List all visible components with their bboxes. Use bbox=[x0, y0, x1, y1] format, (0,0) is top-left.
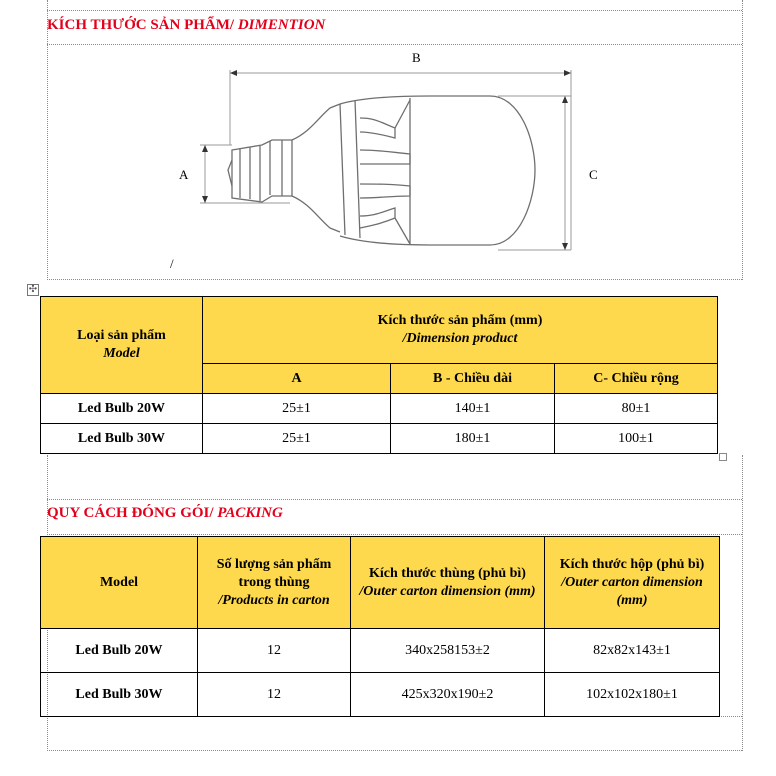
dimension-c-label: C bbox=[589, 167, 598, 182]
cell-outer: 340x258153±2 bbox=[351, 629, 545, 673]
dotted-line bbox=[47, 750, 742, 751]
model-header-cell bbox=[41, 297, 203, 394]
cell-qty: 12 bbox=[198, 673, 351, 717]
outer-header-vi: Kích thước thùng (phủ bì) bbox=[369, 565, 526, 581]
dimension-b-label: B bbox=[412, 50, 421, 65]
dimension-table bbox=[40, 296, 718, 454]
stray-mark: / bbox=[170, 256, 174, 271]
row-model: Led Bulb 20W bbox=[41, 394, 203, 424]
packing-section-title bbox=[47, 505, 283, 522]
dimension-group-header-en: /Dimension product bbox=[402, 331, 518, 346]
row-model: Led Bulb 30W bbox=[41, 424, 203, 454]
cell-box: 102x102x180±1 bbox=[545, 673, 720, 717]
cell-b: 140±1 bbox=[391, 394, 555, 424]
dimension-group-header-vi: Kích thước sản phẩm (mm) bbox=[377, 313, 543, 328]
move-handle-icon[interactable]: ✣ bbox=[28, 284, 38, 295]
cell-outer: 425x320x190±2 bbox=[351, 673, 545, 717]
model-header-vi: Loại sản phẩm bbox=[77, 328, 166, 343]
table-row bbox=[41, 424, 718, 454]
cell-qty: 12 bbox=[198, 629, 351, 673]
box-header-en: /Outer carton dimension (mm) bbox=[561, 574, 703, 608]
cell-a: 25±1 bbox=[203, 394, 391, 424]
bulb-dimension-drawing bbox=[0, 0, 776, 290]
cell-a: 25±1 bbox=[203, 424, 391, 454]
outer-header-en: /Outer carton dimension (mm) bbox=[359, 583, 536, 599]
qty-header-en: /Products in carton bbox=[218, 592, 330, 608]
qty-header bbox=[198, 537, 351, 629]
col-c-header: C- Chiều rộng bbox=[555, 364, 718, 394]
table-row bbox=[41, 629, 720, 673]
table-row bbox=[41, 673, 720, 717]
packing-model-header: Model bbox=[41, 537, 198, 629]
packing-title-vi: QUY CÁCH ĐÓNG GÓI/ bbox=[47, 505, 218, 521]
box-header bbox=[545, 537, 720, 629]
dotted-line bbox=[47, 499, 742, 500]
packing-table bbox=[40, 536, 720, 717]
row-model: Led Bulb 20W bbox=[41, 629, 198, 673]
cell-b: 180±1 bbox=[391, 424, 555, 454]
table-row bbox=[41, 394, 718, 424]
cell-c: 80±1 bbox=[555, 394, 718, 424]
cell-box: 82x82x143±1 bbox=[545, 629, 720, 673]
dimension-title-en: DIMENTION bbox=[237, 17, 326, 33]
dimension-a-label: A bbox=[179, 167, 189, 182]
dimension-title-vi: KÍCH THƯỚC SẢN PHẨM/ bbox=[47, 17, 238, 33]
model-header-en: Model bbox=[103, 346, 140, 361]
page-border-right bbox=[742, 455, 743, 751]
dimension-group-header bbox=[203, 297, 718, 364]
cell-c: 100±1 bbox=[555, 424, 718, 454]
col-a-header: A bbox=[203, 364, 391, 394]
box-header-vi: Kích thước hộp (phủ bì) bbox=[559, 556, 705, 572]
packing-title-en: PACKING bbox=[217, 505, 283, 521]
col-b-header: B - Chiều dài bbox=[391, 364, 555, 394]
resize-handle-icon[interactable] bbox=[719, 453, 727, 461]
row-model: Led Bulb 30W bbox=[41, 673, 198, 717]
dotted-line bbox=[47, 534, 742, 535]
qty-header-vi: Số lượng sản phẩm trong thùng bbox=[216, 556, 332, 590]
outer-carton-header bbox=[351, 537, 545, 629]
